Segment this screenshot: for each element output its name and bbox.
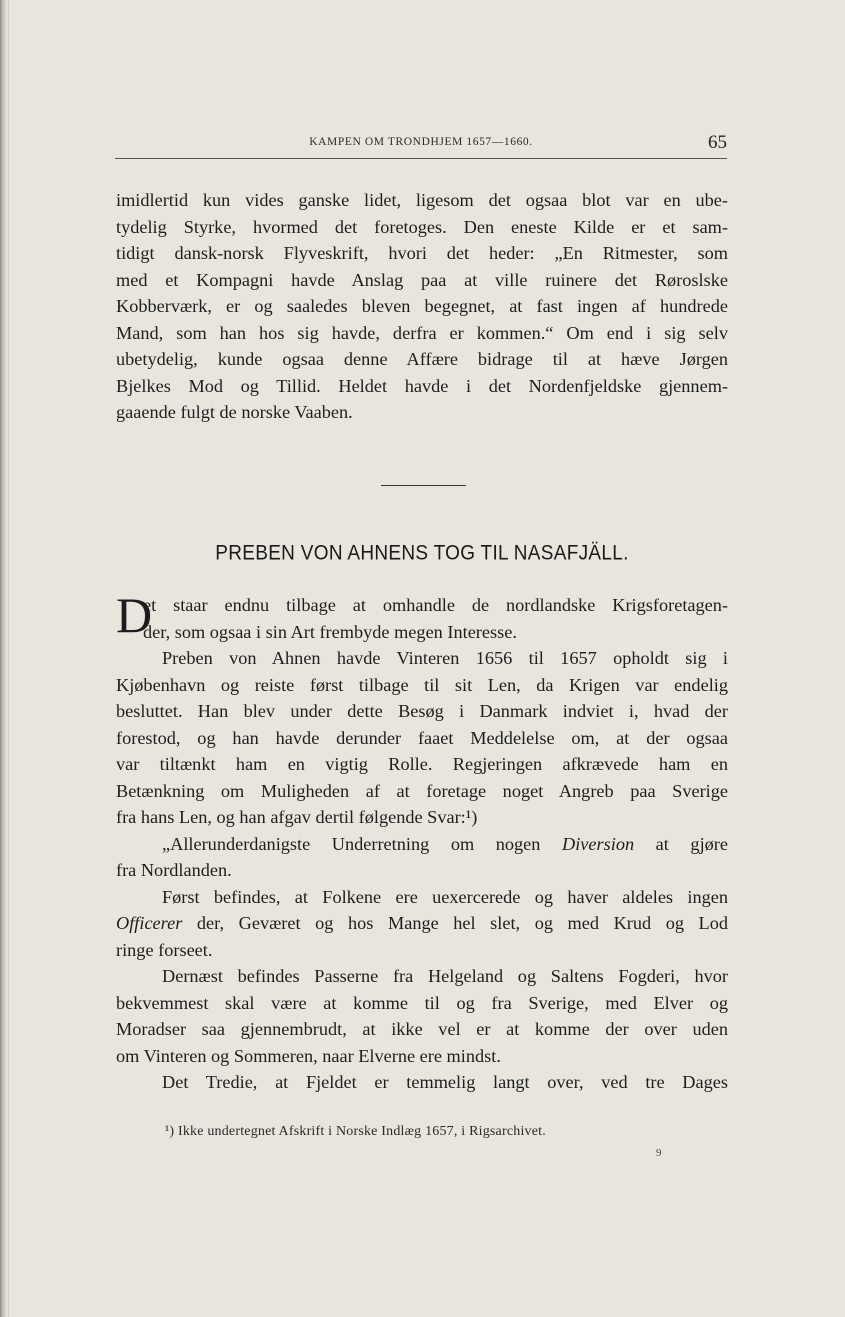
text-line: besluttet. Han blev under dette Besøg i Danmark indviet i, hvad der — [116, 701, 728, 721]
text-line: imidlertid kun vides ganske lidet, ligesom det ogsaa blot var en ube- — [116, 190, 728, 210]
text-line: var tiltænkt ham en vigtig Rolle. Regjeringen afkrævede ham en — [116, 754, 728, 774]
page-header — [115, 128, 727, 159]
running-head: KAMPEN OM TRONDHJEM 1657—1660. — [309, 136, 533, 148]
signature-mark: 9 — [656, 1147, 662, 1159]
quote-title-line — [116, 831, 728, 858]
text-line: et staar endnu tilbage at omhandle de nordlandske Krigsforetagen- — [143, 595, 728, 615]
text-line: ubetydelig, kunde ogsaa denne Affære bidrage til at hæve Jørgen — [116, 349, 728, 369]
text-line: fra Nordlanden. — [116, 860, 232, 880]
text-line: Bjelkes Mod og Tillid. Heldet havde i det Nordenfjeldske gjennem- — [116, 375, 728, 396]
quote-text: at gjøre — [634, 833, 728, 854]
text-line: Moradser saa gjennembrudt, at ikke vel er at komme der over uden — [116, 1019, 728, 1039]
section-divider — [381, 485, 466, 486]
italic-word: Officerer — [116, 913, 183, 933]
text-line: bekvemmest skal være at komme til og fra Sverige, med Elver og — [116, 992, 728, 1013]
footnote: ¹) Ikke undertegnet Afskrift i Norske Indlæg 1657, i Rigsarchivet. — [165, 1124, 546, 1139]
text-line: Mand, som han hos sig havde, derfra er kommen.“ Om end i sig selv — [116, 322, 728, 343]
page-number: 65 — [708, 132, 727, 153]
drop-cap: D — [116, 587, 153, 643]
opening-paragraph — [116, 587, 728, 645]
text-line — [116, 910, 728, 937]
text-line: tidigt dansk-norsk Flyveskrift, hvori det heder: „En Ritmester, som — [116, 243, 728, 263]
text-line: forestod, og han havde derunder faaet Meddelelse om, at der ogsaa — [116, 727, 728, 748]
text-line: Det Tredie, at Fjeldet er temmelig langt over, ved tre Dages — [162, 1072, 728, 1092]
text-line: gaaende fulgt de norske Vaaben. — [116, 402, 353, 422]
text-line: med et Kompagni havde Anslag paa at ville ruinere det Røroslske — [116, 269, 728, 290]
text-line: Dernæst befindes Passerne fra Helgeland og Saltens Fogderi, hvor — [162, 966, 728, 986]
text-line: Først befindes, at Folkene ere uexercerede og haver aldeles ingen — [162, 886, 728, 907]
text-line: der, som ogsaa i sin Art frembyde megen Interesse. — [143, 621, 517, 642]
main-body — [116, 645, 728, 1096]
quote-text: „Allerunderdanigste Underretning om nogen — [162, 833, 562, 854]
text-line: fra hans Len, og han afgav dertil følgende Svar:¹) — [116, 807, 478, 827]
top-paragraph — [116, 187, 728, 426]
page-binding-edge — [0, 0, 7, 1317]
text-line: Preben von Ahnen havde Vinteren 1656 til 1657 opholdt sig i — [162, 648, 728, 668]
line-text: der, Geværet og hos Mange hel slet, og med Krud og Lod — [182, 913, 728, 933]
text-line: Kjøbenhavn og reiste først tilbage til sit Len, da Krigen var endelig — [116, 674, 728, 695]
text-line: ringe forseet. — [116, 939, 213, 960]
italic-word: Diversion — [562, 833, 635, 854]
section-title: PREBEN VON AHNENS TOG TIL NASAFJÄLL. — [215, 541, 629, 566]
text-line: Kobberværk, er og saaledes bleven begegnet, at fast ingen af hundrede — [116, 296, 728, 316]
text-line: om Vinteren og Sommeren, naar Elverne ere mindst. — [116, 1045, 501, 1066]
text-line: Betænkning om Muligheden af at foretage noget Angreb paa Sverige — [116, 780, 728, 801]
text-line: tydelig Styrke, hvormed det foretoges. Den eneste Kilde er et sam- — [116, 216, 728, 237]
